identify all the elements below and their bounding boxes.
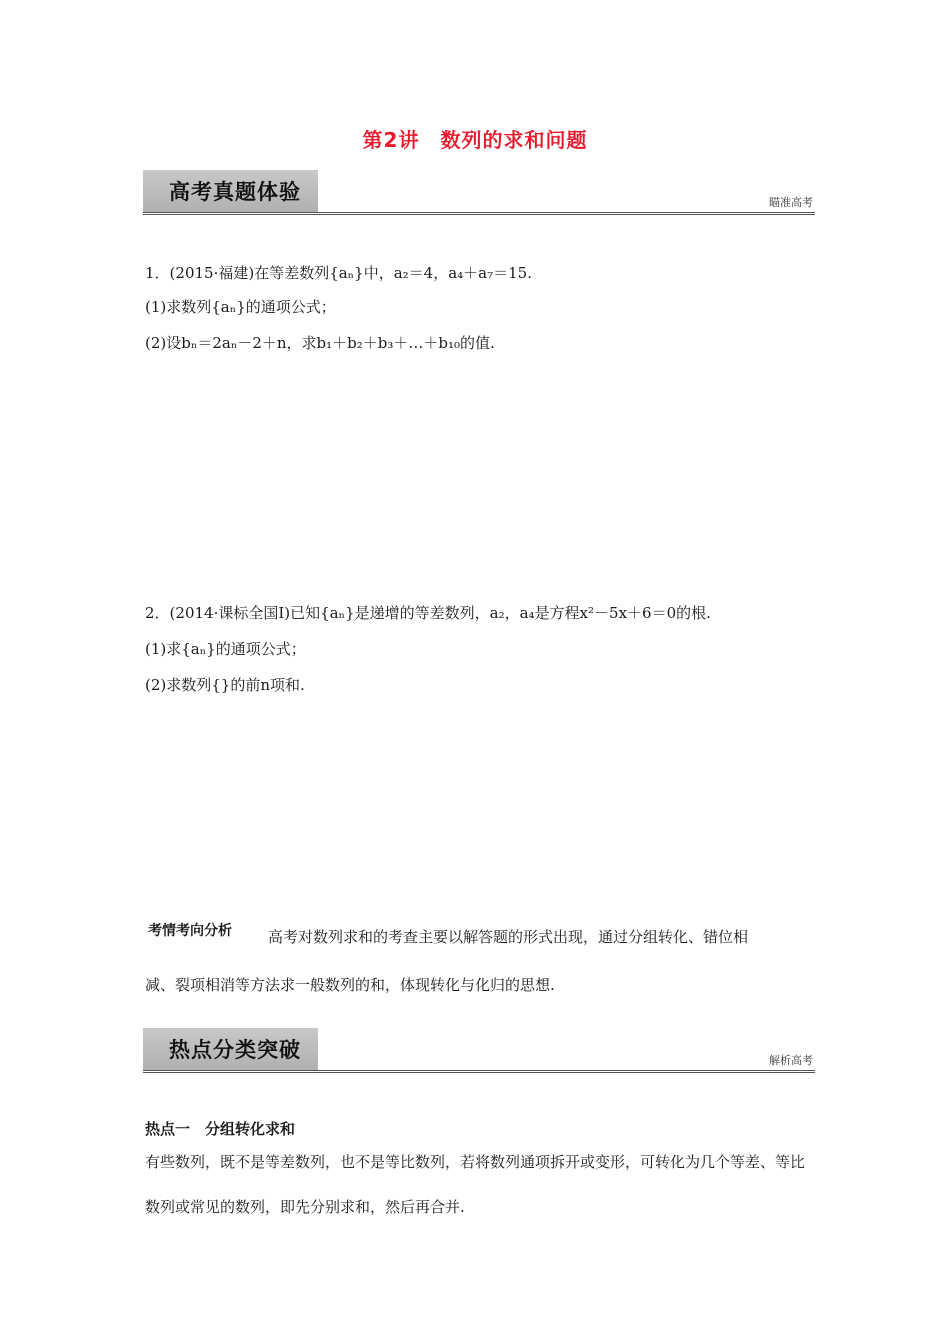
analysis-line-1: 高考对数列求和的考查主要以解答题的形式出现，通过分组转化、错位相 bbox=[268, 928, 749, 946]
problem-1-stem: 1．(2015·福建)在等差数列{aₙ}中，a₂＝4，a₄＋a₇＝15. bbox=[145, 264, 532, 282]
banner-rule bbox=[143, 212, 815, 215]
page-title: 第2讲 数列的求和问题 bbox=[362, 128, 588, 152]
problem-2-part-2: (2)求数列{}的前n项和. bbox=[145, 676, 305, 694]
section-tag: 解析高考 bbox=[769, 1054, 813, 1067]
analysis-label: 考情考向分析 bbox=[148, 923, 232, 939]
banner-rule bbox=[143, 1070, 815, 1073]
problem-1-part-2: (2)设bₙ＝2aₙ－2＋n，求b₁＋b₂＋b₃＋…＋b₁₀的值. bbox=[145, 334, 495, 352]
section-label: 高考真题体验 bbox=[169, 180, 301, 204]
analysis-line-2: 减、裂项相消等方法求一般数列的和，体现转化与化归的思想. bbox=[145, 976, 555, 994]
section-banner-exam-review bbox=[143, 170, 815, 216]
section-tag: 瞄准高考 bbox=[769, 196, 813, 209]
section-banner-hotspots bbox=[143, 1028, 815, 1074]
hotspot-1-title: 热点一 分组转化求和 bbox=[145, 1120, 296, 1138]
section-label: 热点分类突破 bbox=[169, 1038, 301, 1062]
problem-2-stem: 2．(2014·课标全国Ⅰ)已知{aₙ}是递增的等差数列，a₂，a₄是方程x²－5x＋6＝0的根. bbox=[145, 604, 711, 622]
problem-2-part-1: (1)求{aₙ}的通项公式； bbox=[145, 640, 306, 658]
hotspot-1-body: 有些数列，既不是等差数列，也不是等比数列，若将数列通项拆开或变形，可转化为几个等差、等比数列或常见的数列，即先分别求和，然后再合并. bbox=[145, 1153, 806, 1216]
problem-1-part-1: (1)求数列{aₙ}的通项公式； bbox=[145, 298, 336, 316]
